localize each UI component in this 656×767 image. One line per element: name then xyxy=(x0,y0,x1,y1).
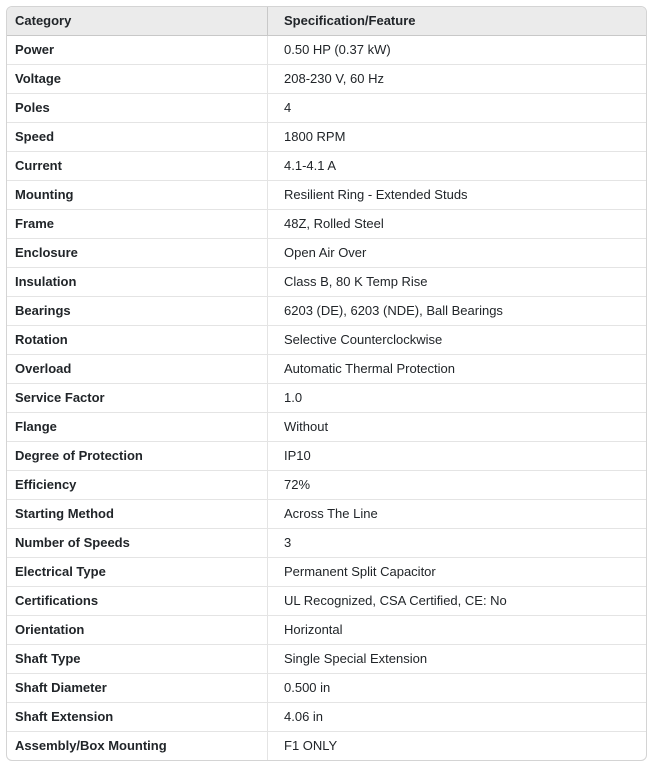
value-cell: Resilient Ring - Extended Studs xyxy=(284,187,468,202)
table-row xyxy=(7,65,646,94)
value-cell: 4.06 in xyxy=(284,709,324,724)
table-row xyxy=(7,558,646,587)
category-cell: Speed xyxy=(7,123,268,151)
value-cell: 6203 (DE), 6203 (NDE), Ball Bearings xyxy=(284,303,503,318)
value-cell: UL Recognized, CSA Certified, CE: No xyxy=(284,593,507,608)
value-cell: 0.50 HP (0.37 kW) xyxy=(284,42,391,57)
value-cell: Permanent Split Capacitor xyxy=(284,564,436,579)
table-row xyxy=(7,268,646,297)
value-cell: Open Air Over xyxy=(284,245,367,260)
table-row xyxy=(7,94,646,123)
category-cell: Shaft Extension xyxy=(7,703,268,731)
table-row xyxy=(7,500,646,529)
table-row xyxy=(7,152,646,181)
table-row xyxy=(7,413,646,442)
value-cell: 0.500 in xyxy=(284,680,331,695)
table-row xyxy=(7,703,646,732)
table-row xyxy=(7,297,646,326)
category-cell: Rotation xyxy=(7,326,268,354)
category-cell: Efficiency xyxy=(7,471,268,499)
category-cell: Starting Method xyxy=(7,500,268,528)
specification-table xyxy=(6,6,647,761)
table-header-row xyxy=(7,7,646,36)
table-row xyxy=(7,645,646,674)
category-cell: Degree of Protection xyxy=(7,442,268,470)
category-cell: Shaft Diameter xyxy=(7,674,268,702)
category-cell: Poles xyxy=(7,94,268,122)
value-cell: 3 xyxy=(284,535,292,550)
category-cell: Number of Speeds xyxy=(7,529,268,557)
category-cell: Certifications xyxy=(7,587,268,615)
category-cell: Assembly/Box Mounting xyxy=(7,732,268,760)
category-cell: Insulation xyxy=(7,268,268,296)
value-cell: 1800 RPM xyxy=(284,129,346,144)
table-row xyxy=(7,442,646,471)
table-row xyxy=(7,210,646,239)
value-cell: Class B, 80 K Temp Rise xyxy=(284,274,428,289)
category-cell: Enclosure xyxy=(7,239,268,267)
value-cell: Selective Counterclockwise xyxy=(284,332,443,347)
table-row xyxy=(7,239,646,268)
category-cell: Bearings xyxy=(7,297,268,325)
value-cell: 4 xyxy=(284,100,292,115)
header-category: Category xyxy=(7,7,268,35)
value-cell: Across The Line xyxy=(284,506,378,521)
table-row xyxy=(7,123,646,152)
value-cell: IP10 xyxy=(284,448,311,463)
category-cell: Flange xyxy=(7,413,268,441)
value-cell: 4.1-4.1 A xyxy=(284,158,337,173)
category-cell: Power xyxy=(7,36,268,64)
value-cell: F1 ONLY xyxy=(284,738,338,753)
table-row xyxy=(7,181,646,210)
value-cell: Without xyxy=(284,419,329,434)
category-cell: Electrical Type xyxy=(7,558,268,586)
category-cell: Mounting xyxy=(7,181,268,209)
table-row xyxy=(7,616,646,645)
table-row xyxy=(7,587,646,616)
value-cell: 1.0 xyxy=(284,390,303,405)
table-row xyxy=(7,36,646,65)
category-cell: Orientation xyxy=(7,616,268,644)
category-cell: Overload xyxy=(7,355,268,383)
category-cell: Service Factor xyxy=(7,384,268,412)
table-row xyxy=(7,471,646,500)
category-cell: Frame xyxy=(7,210,268,238)
value-cell: Horizontal xyxy=(284,622,343,637)
value-cell: 72% xyxy=(284,477,311,492)
table-row xyxy=(7,384,646,413)
table-row xyxy=(7,674,646,703)
header-specification-feature: Specification/Feature xyxy=(284,13,416,28)
value-cell: Automatic Thermal Protection xyxy=(284,361,455,376)
value-cell: 208-230 V, 60 Hz xyxy=(284,71,384,86)
table-row xyxy=(7,732,646,760)
table-row xyxy=(7,355,646,384)
category-cell: Current xyxy=(7,152,268,180)
category-cell: Voltage xyxy=(7,65,268,93)
table-row xyxy=(7,326,646,355)
value-cell: 48Z, Rolled Steel xyxy=(284,216,384,231)
category-cell: Shaft Type xyxy=(7,645,268,673)
table-row xyxy=(7,529,646,558)
value-cell: Single Special Extension xyxy=(284,651,428,666)
